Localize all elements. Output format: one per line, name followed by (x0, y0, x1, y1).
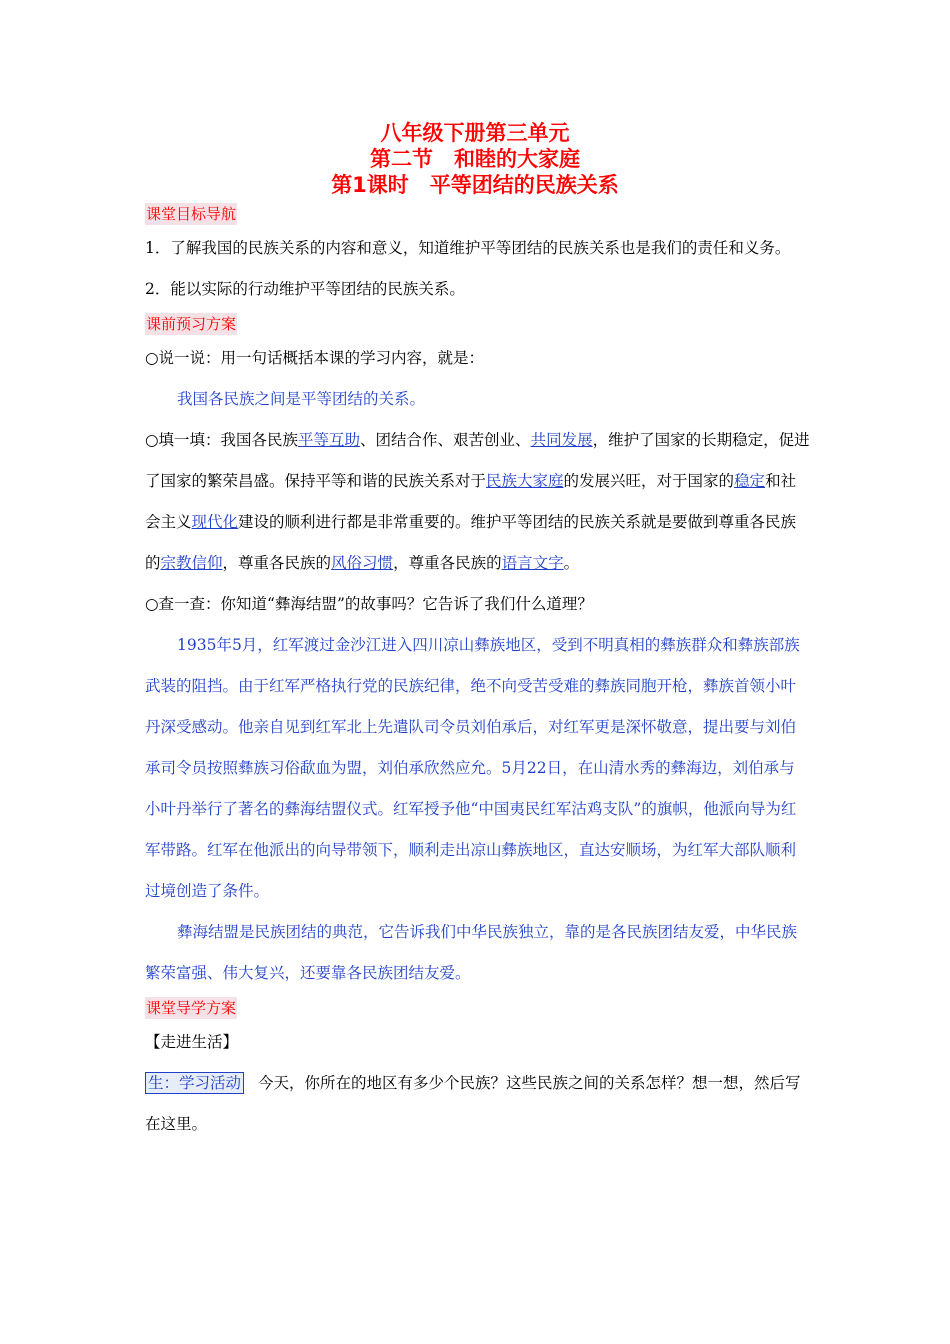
check-prompt: ○查一查：你知道“彝海结盟”的故事吗？它告诉了我们什么道理？ (145, 595, 593, 613)
fill-blank-6: 宗教信仰 (160, 554, 223, 572)
fill-blank-1: 平等互助 (298, 431, 361, 449)
lesson-title: 第1课时 平等团结的民族关系 (331, 173, 619, 197)
activity-paragraph (145, 1063, 810, 1145)
title-block (0, 120, 950, 198)
guide-heading: 课堂导学方案 (146, 999, 237, 1017)
activity-text: 今天，你所在的地区有多少个民族？这些民族之间的关系怎样？想一想，然后写在这里。 (145, 1074, 801, 1133)
fill-blank-4: 稳定 (734, 472, 766, 490)
fill-blank-2: 共同发展 (530, 431, 593, 449)
section-title: 第二节 和睦的大家庭 (370, 147, 580, 171)
story-paragraph: 1935年5月，红军渡过金沙江进入四川凉山彝族地区，受到不明真相的彝族群众和彝族部族武装的阻挡。由于红军严格执行党的民族纪律，绝不向受苦受难的彝族同胞开枪，彝族首领小叶丹深受感动。他亲自见到红军北上先遣队司令员刘伯承后，对红军更是深怀敬意，提出要与刘伯承司令员按照彝族习俗歃血为盟，刘伯承欣然应允。5月22日，在山清水秀的彝海边，刘伯承与小叶丹举行了著名的彝海结盟仪式。红军授予他“中国夷民红军沽鸡支队”的旗帜，他派向导为红军带路。红军在他派出的向导带领下，顺利走出凉山彝族地区，直达安顺场，为红军大部队顺利过境创造了条件。 (145, 636, 800, 900)
goal-item-1: 1．了解我国的民族关系的内容和意义，知道维护平等团结的民族关系也是我们的责任和义务。 (145, 239, 791, 257)
fill-blank-3: 民族大家庭 (486, 472, 564, 490)
document-body (145, 200, 810, 1145)
unit-title: 八年级下册第三单元 (380, 121, 570, 145)
fill-blank-5: 现代化 (191, 513, 239, 531)
goal-item-2: 2．能以实际的行动维护平等团结的民族关系。 (145, 280, 465, 298)
fill-blank-7: 风俗习惯 (331, 554, 394, 572)
say-prompt: ○说一说：用一句话概括本课的学习内容，就是： (145, 349, 485, 367)
preview-heading: 课前预习方案 (146, 315, 237, 333)
activity-label: 生：学习活动 (145, 1072, 244, 1094)
say-answer: 我国各民族之间是平等团结的关系。 (177, 390, 426, 408)
moral-paragraph: 彝海结盟是民族团结的典范，它告诉我们中华民族独立，靠的是各民族团结友爱，中华民族繁荣富强、伟大复兴，还要靠各民族团结友爱。 (145, 923, 798, 982)
fill-blank-8: 语言文字 (501, 554, 564, 572)
guide-subheading: 【走进生活】 (145, 1033, 239, 1051)
fill-paragraph: ○填一填：我国各民族平等互助、团结合作、艰苦创业、共同发展，维护了国家的长期稳定，促进了国家的繁荣昌盛。保持平等和谐的民族关系对于民族大家庭的发展兴旺，对于国家的稳定和社会主义现代化建设的顺利进行都是非常重要的。维护平等团结的民族关系就是要做到尊重各民族的宗教信仰，尊重各民族的风俗习惯，尊重各民族的语言文字。 (145, 431, 810, 572)
goals-heading: 课堂目标导航 (146, 205, 237, 223)
